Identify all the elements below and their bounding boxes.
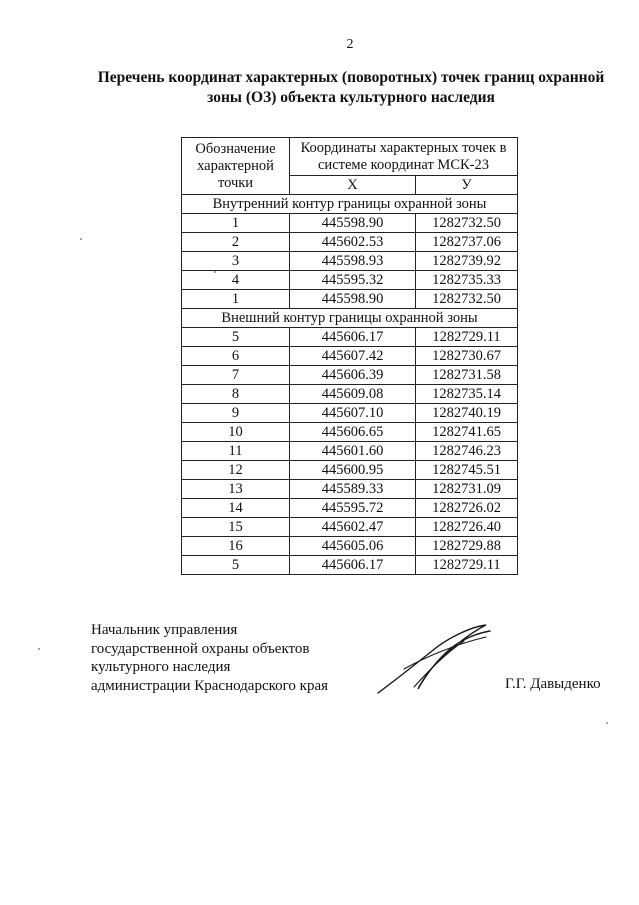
signer-name: Г.Г. Давыденко: [505, 676, 601, 692]
x-coordinate-cell: 445607.42: [290, 347, 416, 366]
x-coordinate-cell: 445598.93: [290, 252, 416, 271]
x-coordinate-cell: 445600.95: [290, 461, 416, 480]
y-coordinate-cell: 1282726.02: [416, 499, 518, 518]
x-coordinate-cell: 445595.72: [290, 499, 416, 518]
x-coordinate-cell: 445609.08: [290, 385, 416, 404]
table-row: [182, 271, 518, 290]
y-coordinate-cell: 1282730.67: [416, 347, 518, 366]
point-number-cell: 10: [182, 423, 290, 442]
y-coordinate-cell: 1282746.23: [416, 442, 518, 461]
table-row: [182, 556, 518, 575]
y-coordinate-cell: 1282735.14: [416, 385, 518, 404]
x-coordinate-cell: 445606.39: [290, 366, 416, 385]
point-number-cell: 7: [182, 366, 290, 385]
scan-speck: [606, 722, 608, 724]
x-coordinate-cell: 445598.90: [290, 214, 416, 233]
x-coordinate-cell: 445606.65: [290, 423, 416, 442]
y-coordinate-cell: 1282735.33: [416, 271, 518, 290]
page-number: 2: [346, 37, 354, 52]
table-row: [182, 252, 518, 271]
header-x: X: [290, 176, 416, 195]
y-coordinate-cell: 1282729.11: [416, 556, 518, 575]
table-body: [182, 195, 518, 575]
section-row: [182, 195, 518, 214]
scan-speck: [80, 238, 82, 240]
section-title: Внутренний контур границы охранной зоны: [182, 195, 518, 214]
x-coordinate-cell: 445598.90: [290, 290, 416, 309]
point-number-cell: 5: [182, 556, 290, 575]
table-row: [182, 328, 518, 347]
point-number-cell: 2: [182, 233, 290, 252]
table-row: [182, 423, 518, 442]
position-line-3: культурного наследия: [91, 659, 231, 675]
x-coordinate-cell: 445589.33: [290, 480, 416, 499]
table-row: [182, 461, 518, 480]
section-title: Внешний контур границы охранной зоны: [182, 309, 518, 328]
point-number-cell: 5: [182, 328, 290, 347]
y-coordinate-cell: 1282729.88: [416, 537, 518, 556]
table-row: [182, 480, 518, 499]
point-number-cell: 1: [182, 214, 290, 233]
section-row: [182, 309, 518, 328]
point-number-cell: 4: [182, 271, 290, 290]
scan-speck: [38, 648, 40, 650]
point-number-cell: 15: [182, 518, 290, 537]
y-coordinate-cell: 1282731.09: [416, 480, 518, 499]
point-number-cell: 11: [182, 442, 290, 461]
x-coordinate-cell: 445605.06: [290, 537, 416, 556]
header-point: Обозначение характерной точки: [182, 138, 290, 195]
y-coordinate-cell: 1282737.06: [416, 233, 518, 252]
point-number-cell: 12: [182, 461, 290, 480]
point-number-cell: 1: [182, 290, 290, 309]
table-row: [182, 404, 518, 423]
point-number-cell: 16: [182, 537, 290, 556]
y-coordinate-cell: 1282740.19: [416, 404, 518, 423]
y-coordinate-cell: 1282745.51: [416, 461, 518, 480]
x-coordinate-cell: 445602.47: [290, 518, 416, 537]
table-header-row: [182, 138, 518, 176]
table-row: [182, 537, 518, 556]
point-number-cell: 3: [182, 252, 290, 271]
table-row: [182, 366, 518, 385]
scan-speck: [214, 271, 216, 273]
table-row: [182, 233, 518, 252]
y-coordinate-cell: 1282731.58: [416, 366, 518, 385]
point-number-cell: 9: [182, 404, 290, 423]
signature-block: [91, 621, 361, 695]
x-coordinate-cell: 445602.53: [290, 233, 416, 252]
position-line-2: государственной охраны объектов: [91, 640, 310, 657]
title-line-1: Перечень координат характерных (поворотных) точек границ охранной: [97, 69, 605, 86]
point-number-cell: 13: [182, 480, 290, 499]
handwritten-signature: [374, 623, 494, 698]
y-coordinate-cell: 1282732.50: [416, 290, 518, 309]
x-coordinate-cell: 445601.60: [290, 442, 416, 461]
point-number-cell: 6: [182, 347, 290, 366]
table-row: [182, 385, 518, 404]
x-coordinate-cell: 445606.17: [290, 328, 416, 347]
coordinates-table: [181, 137, 518, 575]
document-title: [88, 68, 614, 108]
y-coordinate-cell: 1282741.65: [416, 423, 518, 442]
table-row: [182, 499, 518, 518]
table-row: [182, 347, 518, 366]
title-line-2: зоны (ОЗ) объекта культурного наследия: [207, 89, 495, 106]
table-row: [182, 518, 518, 537]
x-coordinate-cell: 445607.10: [290, 404, 416, 423]
position-line-1: Начальник управления: [91, 622, 238, 638]
x-coordinate-cell: 445595.32: [290, 271, 416, 290]
y-coordinate-cell: 1282726.40: [416, 518, 518, 537]
x-coordinate-cell: 445606.17: [290, 556, 416, 575]
position-line-4: администрации Краснодарского края: [91, 677, 329, 694]
y-coordinate-cell: 1282729.11: [416, 328, 518, 347]
header-y: У: [416, 176, 518, 195]
header-coordinates: Координаты характерных точек в системе координат МСК-23: [290, 138, 518, 176]
point-number-cell: 8: [182, 385, 290, 404]
y-coordinate-cell: 1282739.92: [416, 252, 518, 271]
table-row: [182, 214, 518, 233]
table-row: [182, 290, 518, 309]
table-row: [182, 442, 518, 461]
point-number-cell: 14: [182, 499, 290, 518]
y-coordinate-cell: 1282732.50: [416, 214, 518, 233]
